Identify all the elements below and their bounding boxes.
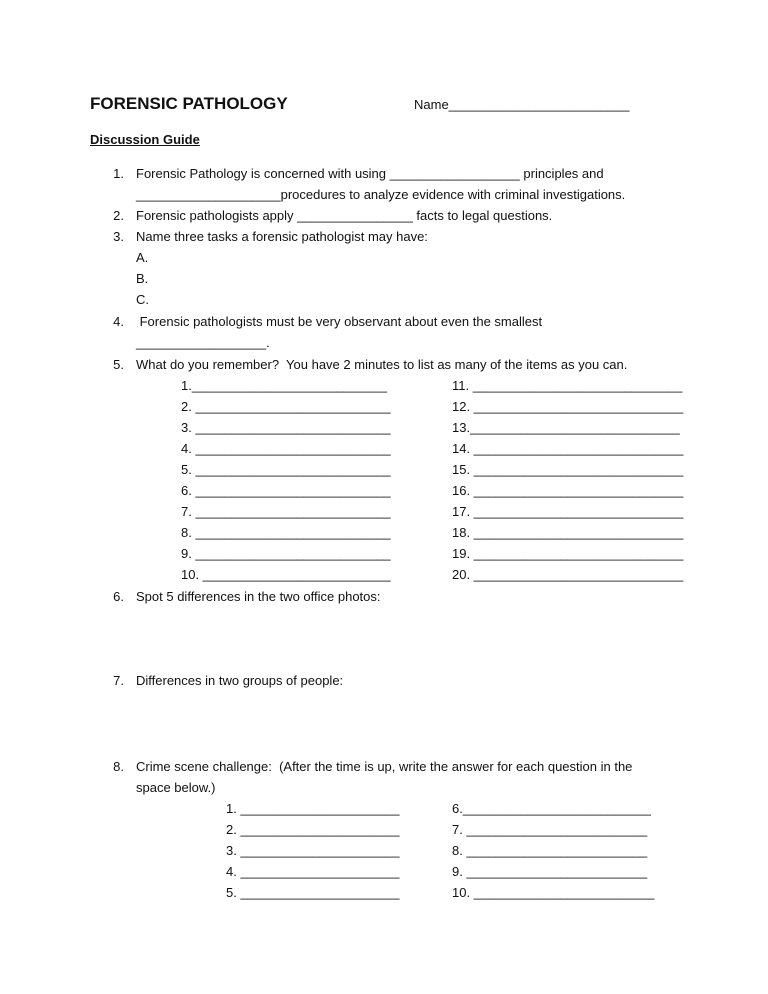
q8-answer-line[interactable]: 8. _________________________ xyxy=(452,843,648,858)
name-field[interactable]: Name_________________________ xyxy=(414,97,630,112)
question-5-text: What do you remember? You have 2 minutes to list as many of the items as you can. xyxy=(136,357,628,372)
question-3-number: 3. xyxy=(113,229,124,244)
question-4-number: 4. xyxy=(113,314,124,329)
q5-answer-line[interactable]: 2. ___________________________ xyxy=(181,399,391,414)
question-3-option-c: C. xyxy=(136,292,149,307)
q5-answer-line[interactable]: 17. _____________________________ xyxy=(452,504,684,519)
q5-answer-line[interactable]: 7. ___________________________ xyxy=(181,504,391,519)
q5-answer-line[interactable]: 4. ___________________________ xyxy=(181,441,391,456)
q8-answer-line[interactable]: 10. _________________________ xyxy=(452,885,655,900)
q8-answer-line[interactable]: 9. _________________________ xyxy=(452,864,648,879)
q8-answer-line[interactable]: 2. ______________________ xyxy=(226,822,400,837)
q8-answer-line[interactable]: 5. ______________________ xyxy=(226,885,400,900)
q5-answer-line[interactable]: 11. _____________________________ xyxy=(452,378,683,393)
q8-answer-line[interactable]: 4. ______________________ xyxy=(226,864,400,879)
question-1-line-2: ____________________procedures to analyze evidence with criminal investigations. xyxy=(136,187,626,202)
q5-answer-line[interactable]: 5. ___________________________ xyxy=(181,462,391,477)
question-3-text: Name three tasks a forensic pathologist may have: xyxy=(136,229,428,244)
question-8-number: 8. xyxy=(113,759,124,774)
q5-answer-line[interactable]: 18. _____________________________ xyxy=(452,525,684,540)
q8-answer-line[interactable]: 1. ______________________ xyxy=(226,801,400,816)
question-7-text: Differences in two groups of people: xyxy=(136,673,344,688)
page-title: FORENSIC PATHOLOGY xyxy=(90,94,288,113)
q5-answer-line[interactable]: 15. _____________________________ xyxy=(452,462,684,477)
q8-answer-line[interactable]: 6.__________________________ xyxy=(452,801,651,816)
q8-answer-line[interactable]: 3. ______________________ xyxy=(226,843,400,858)
question-8-line-2: space below.) xyxy=(136,780,216,795)
question-3-option-a: A. xyxy=(136,250,149,265)
question-6-number: 6. xyxy=(113,589,124,604)
question-2-text: Forensic pathologists apply ________________ facts to legal questions. xyxy=(136,208,553,223)
question-7-number: 7. xyxy=(113,673,124,688)
q5-answer-line[interactable]: 19. _____________________________ xyxy=(452,546,684,561)
question-3-option-b: B. xyxy=(136,271,149,286)
question-8-line-1: Crime scene challenge: (After the time is up, write the answer for each question in the xyxy=(136,759,633,774)
q5-answer-line[interactable]: 1.___________________________ xyxy=(181,378,388,393)
question-6-text: Spot 5 differences in the two office photos: xyxy=(136,589,381,604)
q5-answer-line[interactable]: 13._____________________________ xyxy=(452,420,680,435)
q5-answer-line[interactable]: 9. ___________________________ xyxy=(181,546,391,561)
question-1-line-1: Forensic Pathology is concerned with using __________________ principles and xyxy=(136,166,604,181)
q5-answer-line[interactable]: 12. _____________________________ xyxy=(452,399,684,414)
q5-answer-line[interactable]: 14. _____________________________ xyxy=(452,441,684,456)
question-1-number: 1. xyxy=(113,166,124,181)
q5-answer-line[interactable]: 6. ___________________________ xyxy=(181,483,391,498)
section-title: Discussion Guide xyxy=(90,132,200,147)
question-4-line-2: __________________. xyxy=(136,335,270,350)
q5-answer-line[interactable]: 3. ___________________________ xyxy=(181,420,391,435)
q5-answer-line[interactable]: 10. __________________________ xyxy=(181,567,391,582)
question-5-number: 5. xyxy=(113,357,124,372)
q5-answer-line[interactable]: 16. _____________________________ xyxy=(452,483,684,498)
question-2-number: 2. xyxy=(113,208,124,223)
q8-answer-line[interactable]: 7. _________________________ xyxy=(452,822,648,837)
q5-answer-line[interactable]: 20. _____________________________ xyxy=(452,567,684,582)
question-4-line-1: Forensic pathologists must be very observant about even the smallest xyxy=(136,314,543,329)
q5-answer-line[interactable]: 8. ___________________________ xyxy=(181,525,391,540)
